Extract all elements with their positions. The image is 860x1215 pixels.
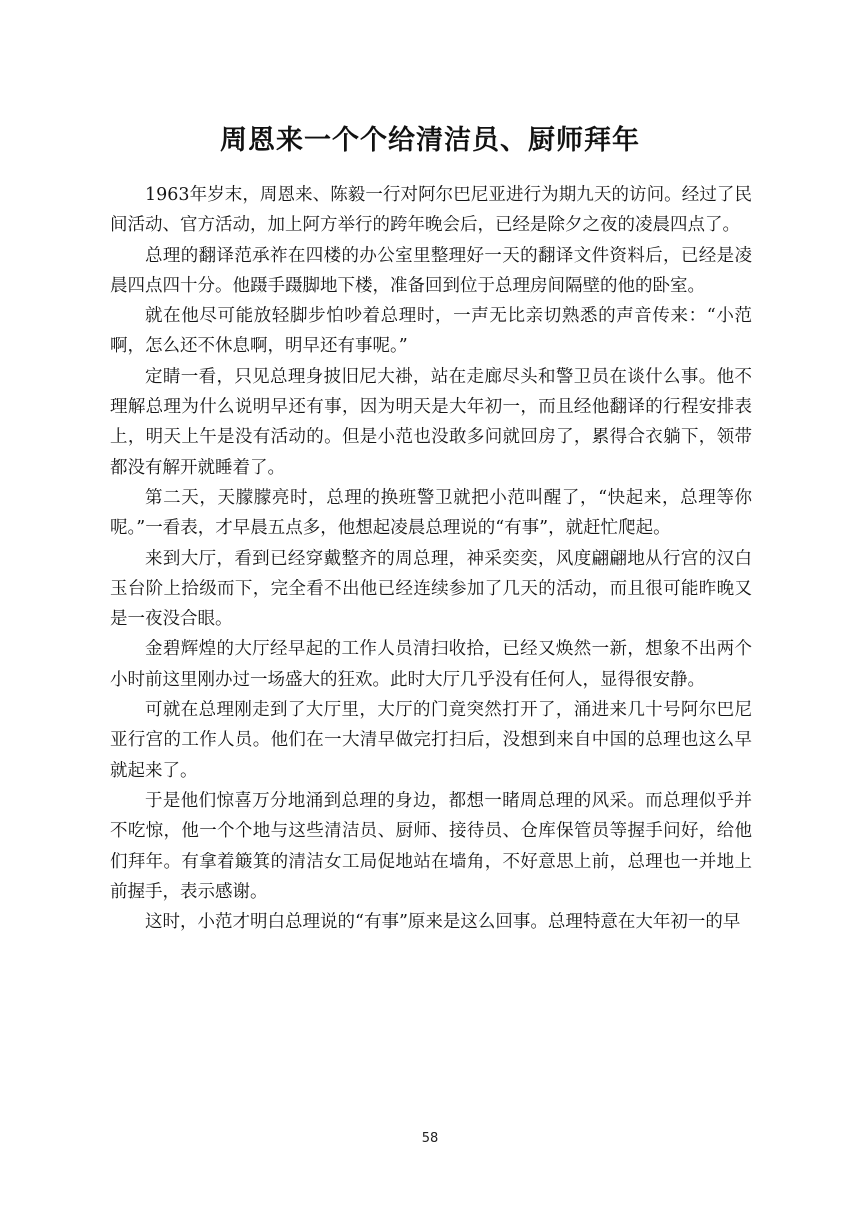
paragraph: 这时，小范才明白总理说的“有事”原来是这么回事。总理特意在大年初一的早	[145, 912, 741, 933]
paragraph: 总理的翻译范承祚在四楼的办公室里整理好一天的翻译文件资料后，已经是凌晨四点四十分。他蹑手蹑脚地下楼，准备回到位于总理房间隔壁的他的卧室。	[110, 245, 752, 296]
paragraph: 可就在总理刚走到了大厅里，大厅的门竟突然打开了，涌进来几十号阿尔巴尼亚行宫的工作人员。他们在一大清早做完打扫后，没想到来自中国的总理也这么早就起来了。	[110, 700, 752, 781]
paragraph: 就在他尽可能放轻脚步怕吵着总理时，一声无比亲切熟悉的声音传来：“小范啊，怎么还不休息啊，明早还有事呢。”	[110, 306, 752, 357]
paragraph: 金碧辉煌的大厅经早起的工作人员清扫收拾，已经又焕然一新，想象不出两个小时前这里刚办过一场盛大的狂欢。此时大厅几乎没有任何人，显得很安静。	[110, 639, 752, 690]
paragraph: 定睛一看，只见总理身披旧尼大褂，站在走廊尽头和警卫员在谈什么事。他不理解总理为什么说明早还有事，因为明天是大年初一，而且经他翻译的行程安排表上，明天上午是没有活动的。但是小范也没敢多问就回房了，累得合衣躺下，领带都没有解开就睡着了。	[110, 366, 752, 478]
paragraph: 1963年岁末，周恩来、陈毅一行对阿尔巴尼亚进行为期九天的访问。经过了民间活动、官方活动，加上阿方举行的跨年晚会后，已经是除夕之夜的凌晨四点了。	[110, 185, 752, 236]
page-number: 58	[421, 1131, 439, 1146]
page-title: 周恩来一个个给清洁员、厨师拜年	[220, 125, 640, 157]
paragraph: 于是他们惊喜万分地涌到总理的身边，都想一睹周总理的风采。而总理似乎并不吃惊，他一个个地与这些清洁员、厨师、接待员、仓库保管员等握手问好，给他们拜年。有拿着簸箕的清洁女工局促地站在墙角，不好意思上前，总理也一并地上前握手，表示感谢。	[110, 790, 752, 902]
article-body	[110, 180, 752, 937]
paragraph: 第二天，天朦朦亮时，总理的换班警卫就把小范叫醒了，“快起来，总理等你呢。”一看表，才早晨五点多，他想起凌晨总理说的“有事”，就赶忙爬起。	[110, 487, 752, 539]
paragraph: 来到大厅，看到已经穿戴整齐的周总理，神采奕奕，风度翩翩地从行宫的汉白玉台阶上拾级而下，完全看不出他已经连续参加了几天的活动，而且很可能昨晚又是一夜没合眼。	[110, 548, 752, 630]
